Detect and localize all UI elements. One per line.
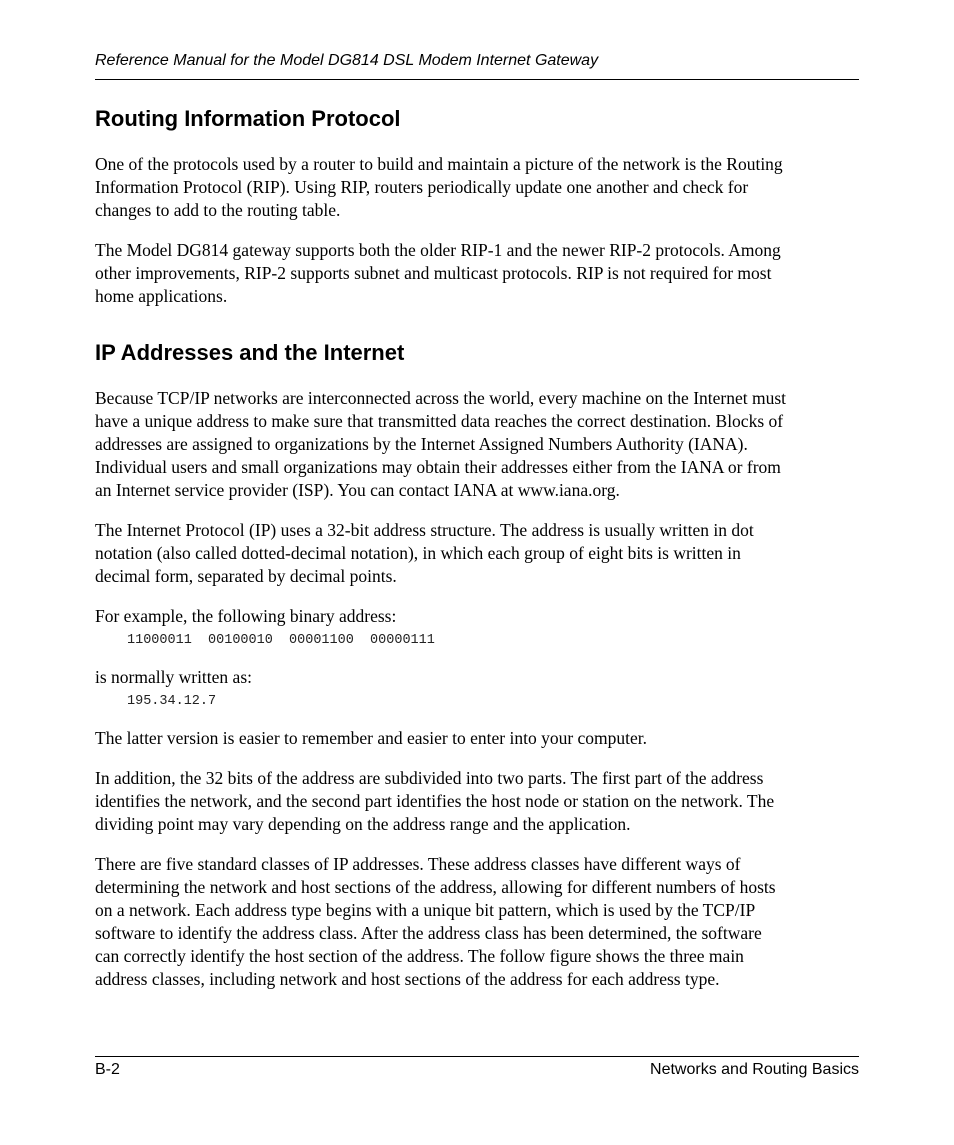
document-page (95, 0, 859, 1145)
decimal-address-example: 195.34.12.7 (127, 694, 217, 709)
section-heading-rip: Routing Information Protocol (95, 106, 401, 131)
paragraph-address-classes: There are five standard classes of IP addresses. These address classes have different ways of determining the network and host sections of the address, allowing for different numbers of hosts on a network. Each address type begins with a unique bit pattern, which is used by the TCP/IP software to identify the address class. After the address class has been determined, the software can correctly identify the host section of the address. The follow figure shows the three main address classes, including network and host sections of the address for each address type. (95, 854, 776, 989)
paragraph-ip-intro: Because TCP/IP networks are interconnected across the world, every machine on the Internet must have a unique address to make sure that transmitted data reaches the correct destination. Blocks of addresses are assigned to organizations by the Internet Assigned Numbers Authority (IANA). Individual users and small organizations may obtain their addresses either from the IANA or from an Internet service provider (ISP). You can contact IANA at www.iana.org. (95, 388, 787, 500)
section-heading-ip: IP Addresses and the Internet (95, 340, 405, 365)
running-header: Reference Manual for the Model DG814 DSL Modem Internet Gateway (95, 52, 599, 69)
header-rule (95, 79, 859, 80)
paragraph-latter-version: The latter version is easier to remember and easier to enter into your computer. (95, 728, 648, 748)
paragraph-normally-written: is normally written as: (95, 667, 252, 687)
page-number: B-2 (95, 1061, 120, 1078)
chapter-title: Networks and Routing Basics (650, 1061, 859, 1078)
paragraph-ip-structure: The Internet Protocol (IP) uses a 32-bit address structure. The address is usually written in dot notation (also called dotted-decimal notation), in which each group of eight bits is written in decimal form, separated by decimal points. (95, 520, 754, 586)
paragraph-example-intro: For example, the following binary address: (95, 606, 397, 626)
binary-address-example: 11000011 00100010 00001100 00000111 (127, 633, 435, 648)
paragraph-rip-intro: One of the protocols used by a router to build and maintain a picture of the network is the Routing Information Protocol (RIP). Using RIP, routers periodically update one another and check for changes to add to the routing table. (95, 154, 783, 220)
paragraph-rip-versions: The Model DG814 gateway supports both the older RIP-1 and the newer RIP-2 protocols. Among other improvements, RIP-2 supports subnet and multicast protocols. RIP is not required for most home applications. (95, 240, 781, 306)
page-body (95, 104, 859, 1008)
paragraph-address-parts: In addition, the 32 bits of the address are subdivided into two parts. The first part of the address identifies the network, and the second part identifies the host node or station on the network. The dividing point may vary depending on the address range and the application. (95, 768, 775, 834)
footer-rule (95, 1056, 859, 1057)
